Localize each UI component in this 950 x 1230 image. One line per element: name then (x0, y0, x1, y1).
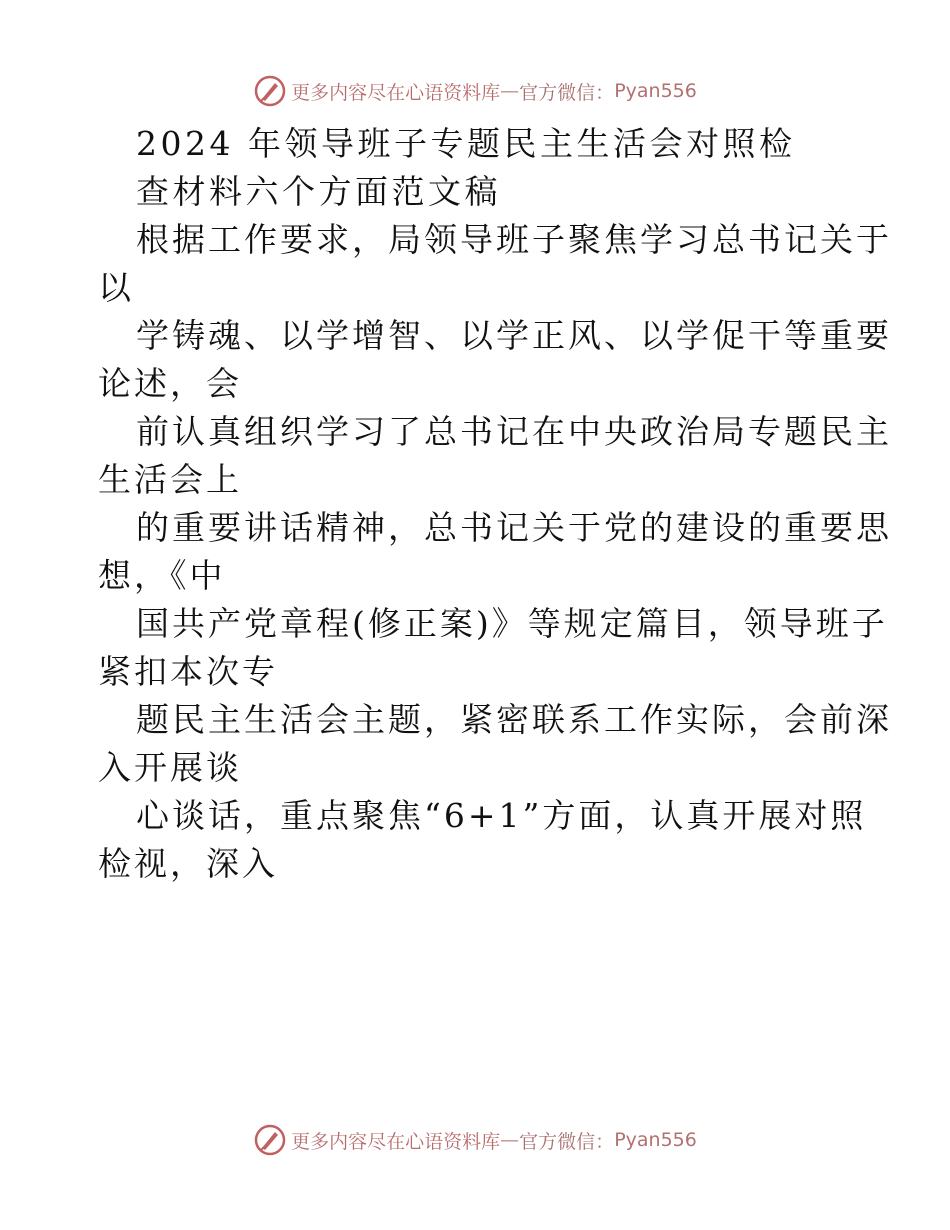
watermark-site-name: 更多内容尽在心语资料库 (291, 1130, 501, 1153)
paragraph-line: 紧扣本次专 (98, 652, 278, 691)
paragraph-line: 题民主生活会主题，紧密联系工作实际，会前深 (136, 700, 892, 739)
title-line-1: 2024 年领导班子专题民主生活会对照检 (136, 124, 796, 163)
paragraph-line: 学铸魂、以学增智、以学正风、以学促干等重要 (136, 316, 892, 355)
watermark-site-name: 更多内容尽在心语资料库 (291, 81, 501, 104)
watermark-wechat-label: 官方微信： (519, 81, 615, 104)
paragraph-line: 心谈话，重点聚焦“6+1”方面，认真开展对照 (136, 796, 867, 835)
title-line-2: 查材料六个方面范文稿 (136, 172, 501, 211)
paragraph-line: 根据工作要求，局领导班子聚焦学习总书记关于 (136, 220, 892, 259)
paragraph-line: 想，《中 (98, 556, 226, 595)
paragraph-line: 生活会上 (98, 460, 242, 499)
watermark-header (0, 71, 950, 111)
paragraph-line: 国共产党章程(修正案)》等规定篇目，领导班子 (136, 604, 888, 643)
watermark-wechat-handle: Pyan556 (614, 1129, 697, 1151)
paragraph-line: 论述，会 (98, 364, 242, 403)
paragraph-line: 的重要讲话精神，总书记关于党的建设的重要思 (136, 508, 892, 547)
watermark-separator: — (500, 1129, 520, 1151)
paragraph-line: 以 (98, 268, 134, 307)
watermark-wechat-label: 官方微信： (519, 1130, 615, 1153)
paragraph-line: 前认真组织学习了总书记在中央政治局专题民主 (136, 412, 892, 451)
quill-logo-icon (253, 74, 287, 108)
paragraph-line: 入开展谈 (98, 748, 242, 787)
watermark-separator: — (500, 80, 520, 102)
watermark-footer (0, 1120, 950, 1160)
watermark-wechat-handle: Pyan556 (614, 80, 697, 102)
quill-logo-icon (253, 1123, 287, 1157)
document-body (98, 124, 892, 893)
paragraph-line: 检视，深入 (98, 844, 278, 883)
